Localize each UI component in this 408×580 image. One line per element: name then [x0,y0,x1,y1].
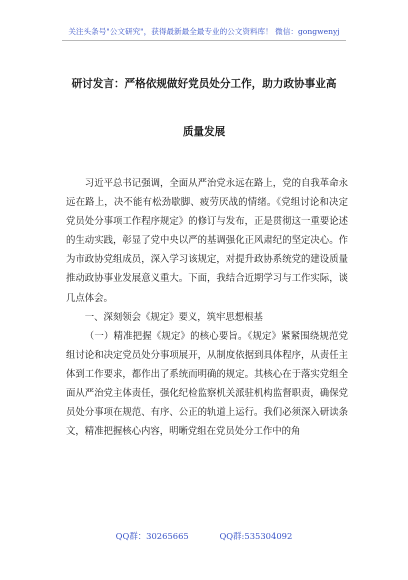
document-body [66,174,348,441]
header-rule [62,40,346,41]
paragraph-subsection-1: （一）精准把握《规定》的核心要旨。《规定》紧紧围绕规范党组讨论和决定党员处分事项展开，从制度依据到具体程序，从责任主体到工作要求，都作出了系统而明确的规定。其核心在于落实党组全面从严治党主体责任，强化纪检监察机关派驻机构监督职责，确保党员处分事项在规范、有序、公正的轨道上运行。我们必须深入研读条文，精准把握核心内容，明晰党组在党员处分工作中的角 [66,330,348,438]
document-title-line-2: 质量发展 [182,126,226,138]
footer [0,530,408,542]
footer-qq-group-1: QQ群：30265665 [115,531,189,541]
header-banner: 关注头条号"公文研究"，获得最新最全最专业的公文资料库！ 微信：gongwenyj [68,27,340,36]
footer-qq-group-2: QQ群:535304092 [219,531,293,541]
paragraph-intro: 习近平总书记强调，全面从严治党永远在路上，党的自我革命永远在路上，决不能有松劲歇脚、疲劳厌战的情绪。《党组讨论和决定党员处分事项工作程序规定》的修订与发布，正是贯彻这一重要论述的生动实践，彰显了党中央以严的基调强化正风肃纪的坚定决心。作为市政协党组成员，深入学习该规定，对提升政协系统党的建设质量推动政协事业发展意义重大。下面，我结合近期学习与工作实际，谈几点体会。 [66,178,348,304]
document-title-line-1: 研讨发言：严格依规做好党员处分工作，助力政协事业高 [71,78,337,90]
section-heading-1: 一、深刻领会《规定》要义，筑牢思想根基 [84,311,263,323]
